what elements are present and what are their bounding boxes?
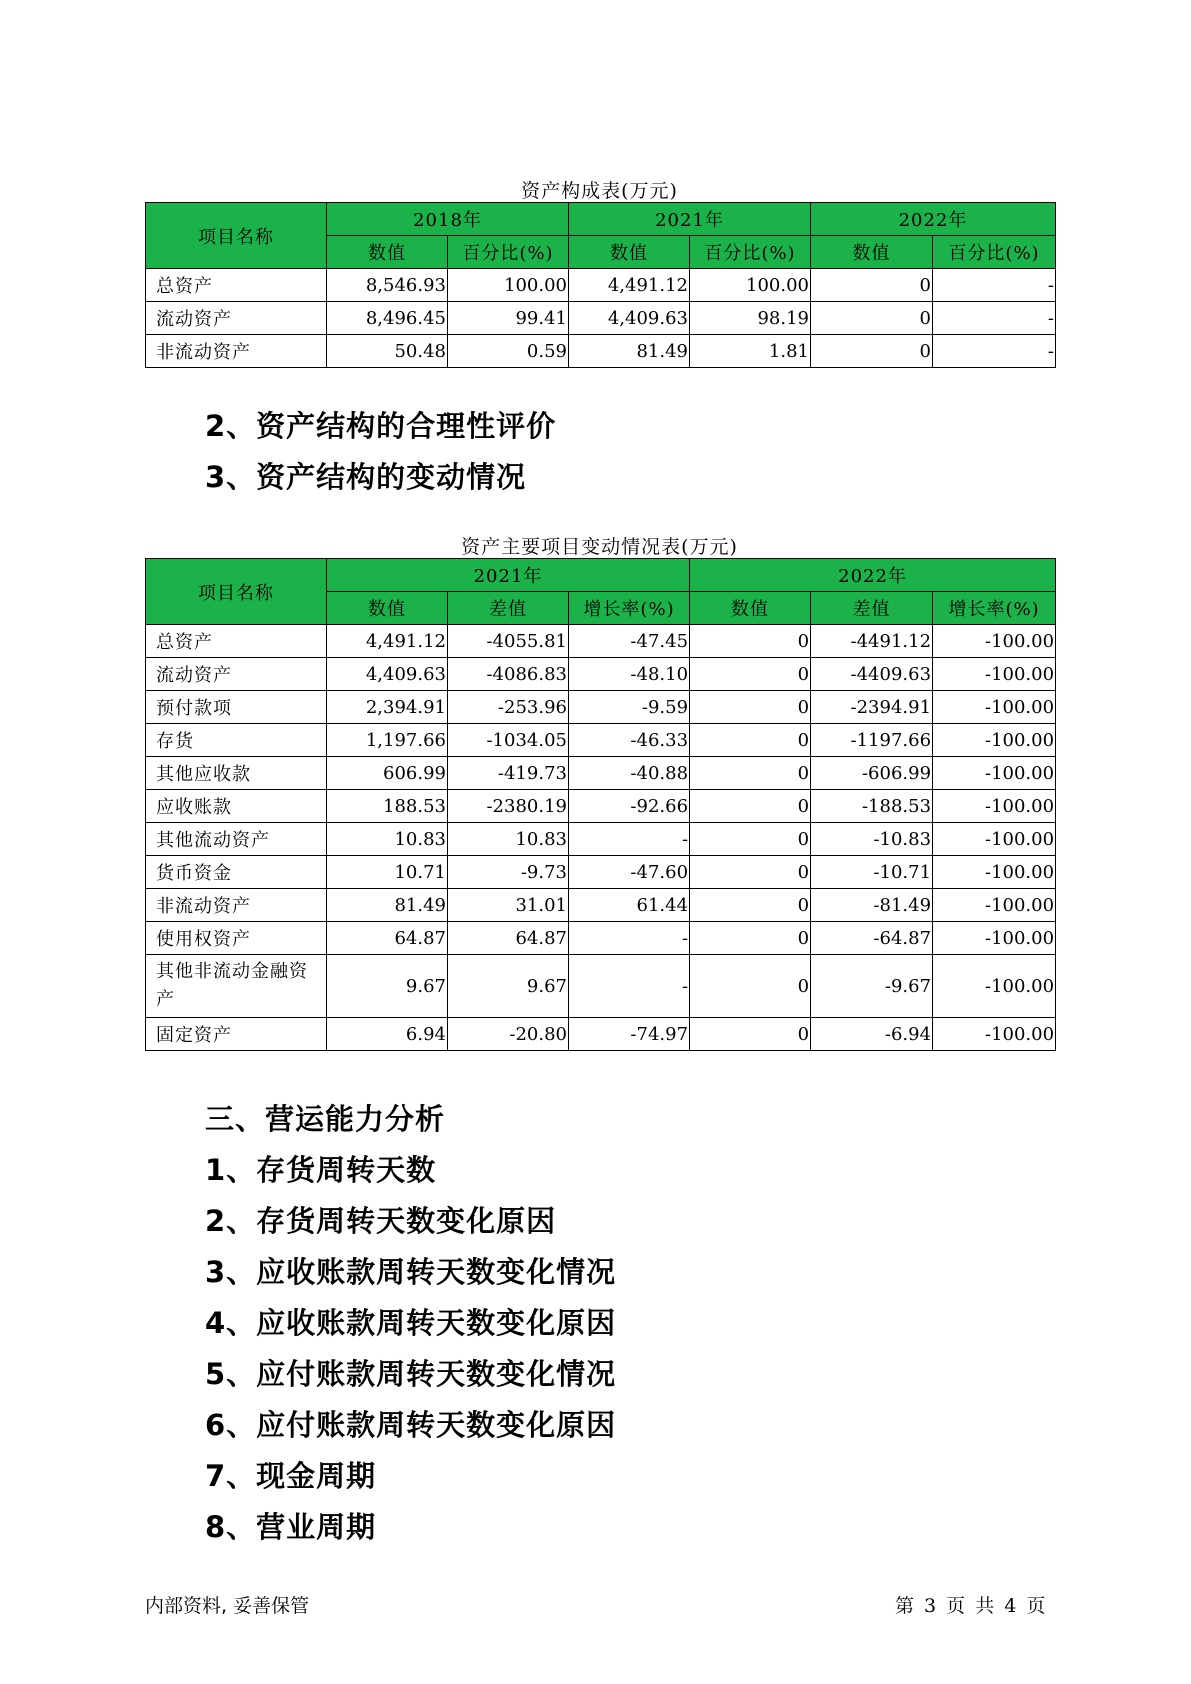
cell: - <box>569 922 690 955</box>
cell: 100.00 <box>690 269 811 302</box>
cell: -47.45 <box>569 625 690 658</box>
cell: -253.96 <box>448 691 569 724</box>
table-row <box>146 335 1056 368</box>
cell: 99.41 <box>448 302 569 335</box>
cell: 0.59 <box>448 335 569 368</box>
row-name: 流动资产 <box>146 658 327 691</box>
cell: -4086.83 <box>448 658 569 691</box>
row-name: 存货 <box>146 724 327 757</box>
table-row <box>146 790 1056 823</box>
table-row <box>146 757 1056 790</box>
cell: 10.83 <box>327 823 448 856</box>
cell: -48.10 <box>569 658 690 691</box>
table-row <box>146 691 1056 724</box>
cell: 9.67 <box>448 955 569 1018</box>
cell: -4055.81 <box>448 625 569 658</box>
row-name: 其他非流动金融资产 <box>146 955 327 1018</box>
header-item-name: 项目名称 <box>146 559 327 625</box>
cell: -100.00 <box>933 658 1056 691</box>
cell: 100.00 <box>448 269 569 302</box>
header-value: 数值 <box>327 236 448 269</box>
header-growth: 增长率(%) <box>569 592 690 625</box>
asset-composition-table <box>145 202 1056 368</box>
header-value: 数值 <box>569 236 690 269</box>
cell: 0 <box>811 335 933 368</box>
row-name: 其他流动资产 <box>146 823 327 856</box>
row-name: 非流动资产 <box>146 335 327 368</box>
cell: - <box>933 269 1056 302</box>
header-diff: 差值 <box>448 592 569 625</box>
cell: -2380.19 <box>448 790 569 823</box>
section-heading: 2、存货周转天数变化原因 <box>205 1204 557 1238</box>
header-value: 数值 <box>690 592 811 625</box>
cell: 64.87 <box>327 922 448 955</box>
cell: 31.01 <box>448 889 569 922</box>
section-heading: 3、资产结构的变动情况 <box>205 460 527 494</box>
cell: 0 <box>690 658 811 691</box>
header-percent: 百分比(%) <box>933 236 1056 269</box>
header-year-2022: 2022年 <box>690 559 1056 592</box>
cell: 4,491.12 <box>327 625 448 658</box>
cell: 0 <box>690 724 811 757</box>
cell: 0 <box>690 856 811 889</box>
cell: 0 <box>811 269 933 302</box>
cell: 81.49 <box>569 335 690 368</box>
cell: 0 <box>690 823 811 856</box>
cell: -419.73 <box>448 757 569 790</box>
table-row <box>146 1018 1056 1051</box>
cell: -40.88 <box>569 757 690 790</box>
section-heading: 2、资产结构的合理性评价 <box>205 409 557 443</box>
cell: -9.73 <box>448 856 569 889</box>
cell: 81.49 <box>327 889 448 922</box>
footer-confidential-note: 内部资料, 妥善保管 <box>145 1595 310 1617</box>
cell: 2,394.91 <box>327 691 448 724</box>
cell: 0 <box>690 922 811 955</box>
cell: -100.00 <box>933 790 1056 823</box>
section-heading: 5、应付账款周转天数变化情况 <box>205 1357 617 1391</box>
cell: 0 <box>690 757 811 790</box>
header-diff: 差值 <box>811 592 933 625</box>
cell: 0 <box>690 955 811 1018</box>
cell: - <box>933 335 1056 368</box>
cell: -10.71 <box>811 856 933 889</box>
cell: 0 <box>690 691 811 724</box>
cell: 8,546.93 <box>327 269 448 302</box>
cell: -100.00 <box>933 856 1056 889</box>
cell: -46.33 <box>569 724 690 757</box>
cell: 10.83 <box>448 823 569 856</box>
cell: 9.67 <box>327 955 448 1018</box>
cell: 0 <box>690 889 811 922</box>
cell: 8,496.45 <box>327 302 448 335</box>
cell: -1034.05 <box>448 724 569 757</box>
section-heading: 6、应付账款周转天数变化原因 <box>205 1408 617 1442</box>
cell: -64.87 <box>811 922 933 955</box>
table-row <box>146 724 1056 757</box>
header-item-name: 项目名称 <box>146 203 327 269</box>
header-year-2021: 2021年 <box>327 559 690 592</box>
cell: -1197.66 <box>811 724 933 757</box>
cell: -74.97 <box>569 1018 690 1051</box>
cell: -100.00 <box>933 724 1056 757</box>
row-name: 货币资金 <box>146 856 327 889</box>
cell: -100.00 <box>933 955 1056 1018</box>
table-row <box>146 302 1056 335</box>
table-row <box>146 625 1056 658</box>
header-percent: 百分比(%) <box>448 236 569 269</box>
section-heading: 三、营运能力分析 <box>205 1102 446 1136</box>
cell: -20.80 <box>448 1018 569 1051</box>
cell: -606.99 <box>811 757 933 790</box>
table-row <box>146 889 1056 922</box>
cell: -2394.91 <box>811 691 933 724</box>
row-name: 其他应收款 <box>146 757 327 790</box>
cell: 6.94 <box>327 1018 448 1051</box>
cell: -10.83 <box>811 823 933 856</box>
row-name: 固定资产 <box>146 1018 327 1051</box>
header-year-2022: 2022年 <box>811 203 1056 236</box>
cell: -100.00 <box>933 889 1056 922</box>
row-name: 使用权资产 <box>146 922 327 955</box>
cell: 0 <box>690 625 811 658</box>
cell: -4491.12 <box>811 625 933 658</box>
cell: 4,409.63 <box>569 302 690 335</box>
row-name: 非流动资产 <box>146 889 327 922</box>
cell: 188.53 <box>327 790 448 823</box>
header-value: 数值 <box>811 236 933 269</box>
cell: -188.53 <box>811 790 933 823</box>
cell: -9.67 <box>811 955 933 1018</box>
cell: 0 <box>811 302 933 335</box>
cell: -4409.63 <box>811 658 933 691</box>
section-heading: 8、营业周期 <box>205 1510 377 1544</box>
header-year-2021: 2021年 <box>569 203 811 236</box>
row-name: 流动资产 <box>146 302 327 335</box>
cell: - <box>569 955 690 1018</box>
cell: -6.94 <box>811 1018 933 1051</box>
header-percent: 百分比(%) <box>690 236 811 269</box>
row-name: 总资产 <box>146 625 327 658</box>
cell: -100.00 <box>933 757 1056 790</box>
table-row <box>146 823 1056 856</box>
table1-caption: 资产构成表(万元) <box>521 180 678 202</box>
table-row <box>146 856 1056 889</box>
cell: -9.59 <box>569 691 690 724</box>
cell: -100.00 <box>933 625 1056 658</box>
row-name: 预付款项 <box>146 691 327 724</box>
cell: - <box>569 823 690 856</box>
cell: -100.00 <box>933 1018 1056 1051</box>
cell: 0 <box>690 1018 811 1051</box>
cell: 98.19 <box>690 302 811 335</box>
cell: 50.48 <box>327 335 448 368</box>
cell: -92.66 <box>569 790 690 823</box>
cell: 1.81 <box>690 335 811 368</box>
cell: -100.00 <box>933 823 1056 856</box>
cell: 10.71 <box>327 856 448 889</box>
cell: -47.60 <box>569 856 690 889</box>
cell: 606.99 <box>327 757 448 790</box>
cell: 0 <box>690 790 811 823</box>
row-name: 应收账款 <box>146 790 327 823</box>
cell: 1,197.66 <box>327 724 448 757</box>
cell: 61.44 <box>569 889 690 922</box>
section-heading: 7、现金周期 <box>205 1459 377 1493</box>
section-heading: 4、应收账款周转天数变化原因 <box>205 1306 617 1340</box>
header-growth: 增长率(%) <box>933 592 1056 625</box>
footer-page-number: 第 3 页 共 4 页 <box>895 1595 1048 1617</box>
cell: 4,491.12 <box>569 269 690 302</box>
table2-caption: 资产主要项目变动情况表(万元) <box>461 536 738 558</box>
header-value: 数值 <box>327 592 448 625</box>
header-year-2018: 2018年 <box>327 203 569 236</box>
table-row <box>146 658 1056 691</box>
table-row <box>146 269 1056 302</box>
cell: -100.00 <box>933 922 1056 955</box>
cell: 64.87 <box>448 922 569 955</box>
table-row <box>146 922 1056 955</box>
section-heading: 1、存货周转天数 <box>205 1153 437 1187</box>
cell: -100.00 <box>933 691 1056 724</box>
cell: -81.49 <box>811 889 933 922</box>
cell: 4,409.63 <box>327 658 448 691</box>
asset-change-table <box>145 558 1056 1051</box>
section-heading: 3、应收账款周转天数变化情况 <box>205 1255 617 1289</box>
cell: - <box>933 302 1056 335</box>
row-name: 总资产 <box>146 269 327 302</box>
table-row <box>146 955 1056 1018</box>
